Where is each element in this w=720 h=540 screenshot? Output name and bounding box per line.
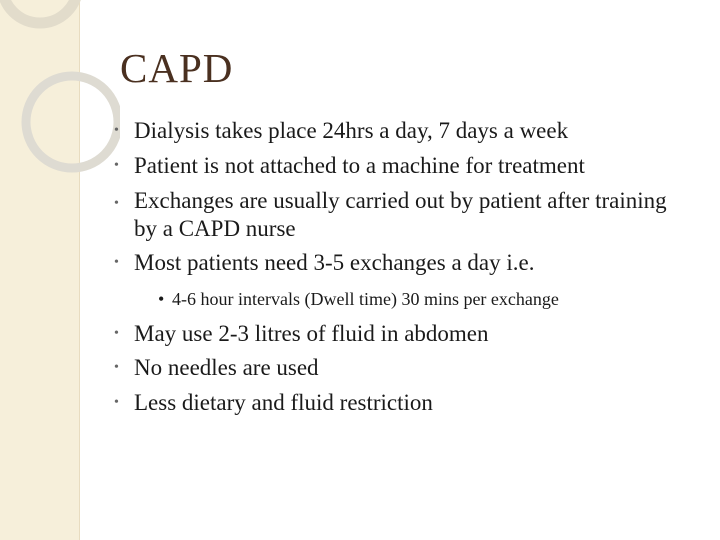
bullet-text: Less dietary and fluid restriction bbox=[134, 389, 433, 415]
sub-bullet-dot-icon: • bbox=[158, 288, 165, 309]
bullet-dot-icon: • bbox=[114, 360, 119, 375]
bullet-item bbox=[0, 386, 720, 421]
bullet-text: Exchanges are usually carried out by patient after training by a CAPD nurse bbox=[134, 188, 667, 241]
bullet-dot-icon: • bbox=[114, 255, 119, 270]
slide-body bbox=[0, 114, 720, 420]
bullet-item bbox=[0, 351, 720, 386]
bullet-text: No needles are used bbox=[134, 355, 319, 380]
bullet-item bbox=[0, 183, 720, 246]
bullet-dot-icon: • bbox=[114, 123, 119, 138]
bullet-dot-icon: • bbox=[114, 325, 119, 341]
slide-title: CAPD bbox=[120, 45, 234, 91]
bullet-text: Most patients need 3-5 exchanges a day i.e. bbox=[134, 250, 535, 275]
bullet-item bbox=[0, 246, 720, 281]
sub-bullet-item bbox=[0, 282, 720, 316]
bullet-item bbox=[0, 114, 720, 149]
bullet-item bbox=[0, 149, 720, 184]
bullet-text: May use 2-3 litres of fluid in abdomen bbox=[134, 320, 489, 346]
bullet-dot-icon: • bbox=[114, 157, 119, 173]
bullet-text: Dialysis takes place 24hrs a day, 7 days a week bbox=[134, 118, 569, 143]
bullet-dot-icon: • bbox=[114, 196, 119, 211]
sub-bullet-text: 4-6 hour intervals (Dwell time) 30 mins per exchange bbox=[172, 288, 559, 309]
bullet-dot-icon: • bbox=[114, 394, 119, 410]
bullet-item bbox=[0, 317, 720, 352]
bullet-text: Patient is not attached to a machine for treatment bbox=[134, 152, 585, 178]
